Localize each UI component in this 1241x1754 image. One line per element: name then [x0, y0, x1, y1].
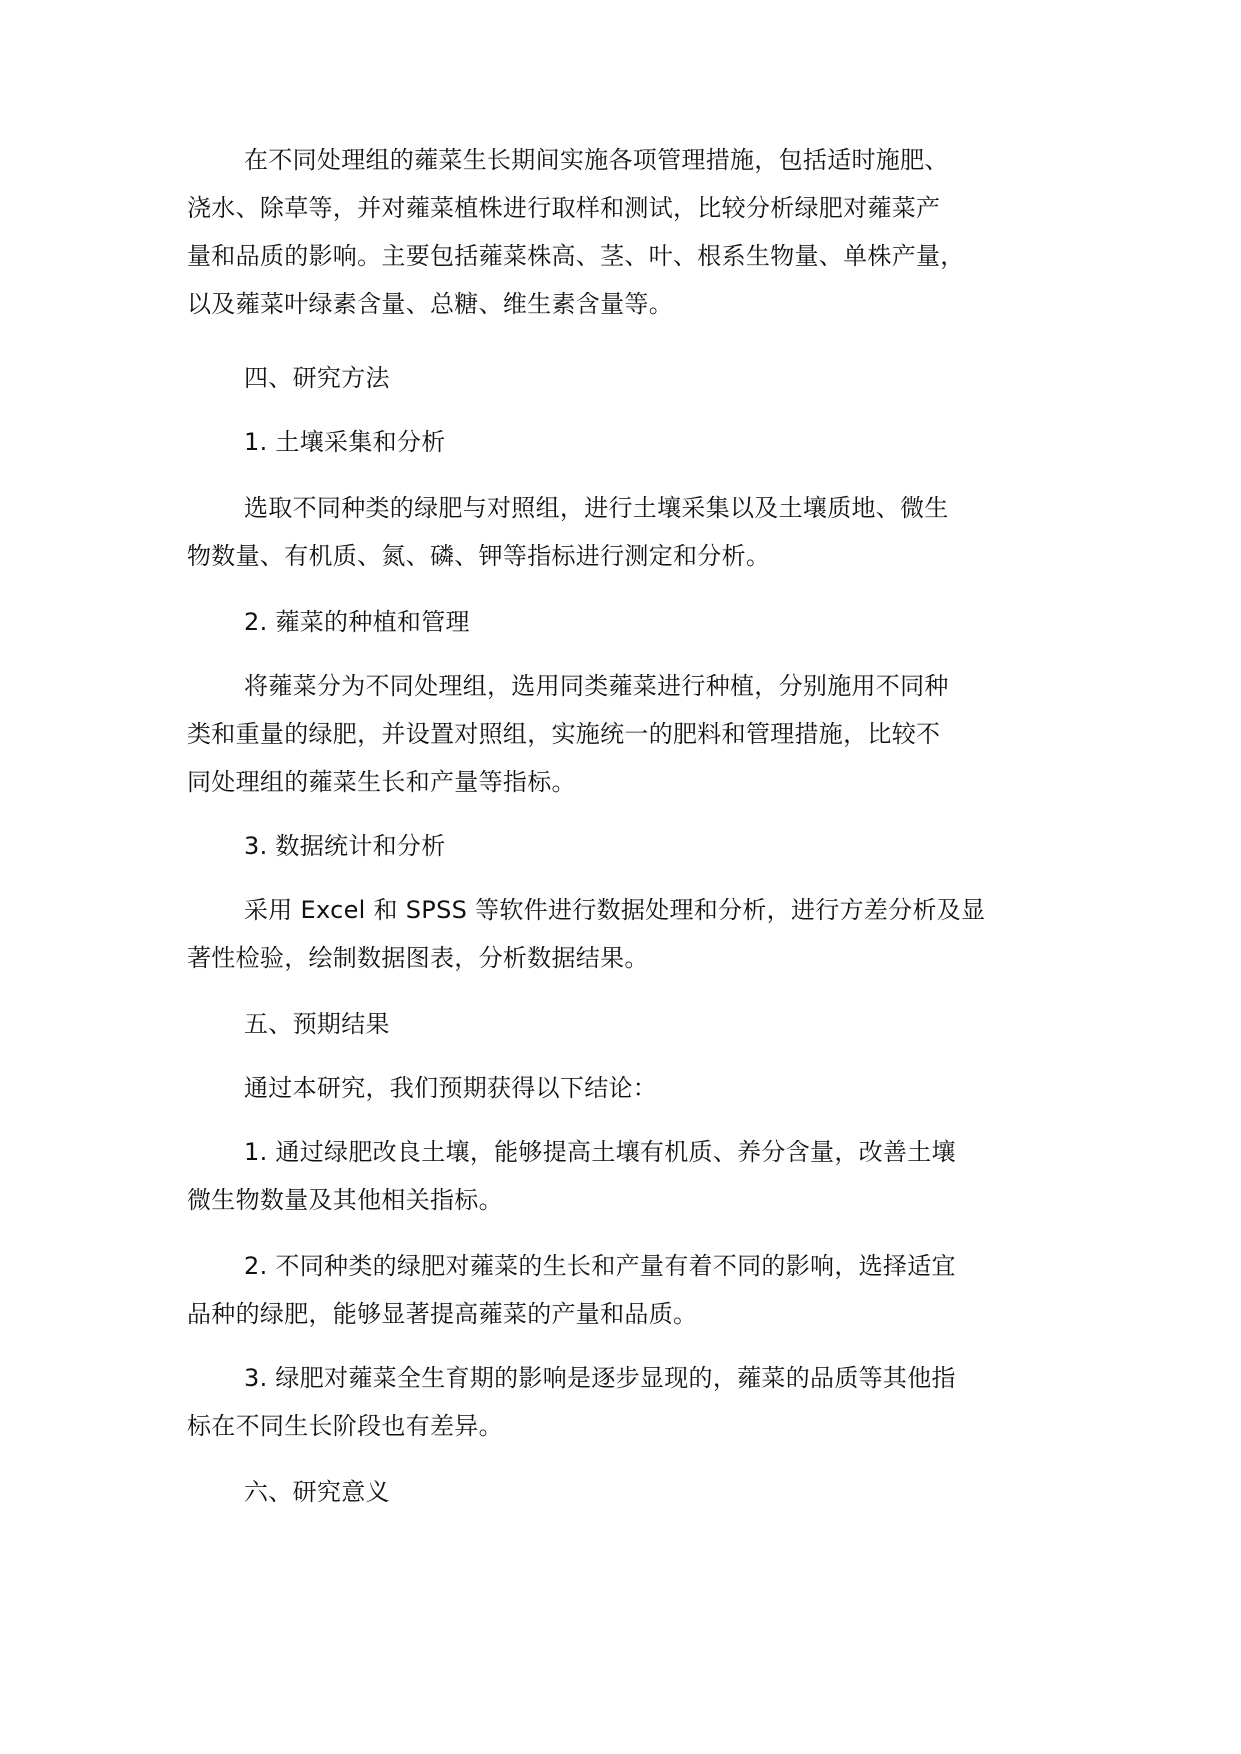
paragraph-line: 1. 通过绿肥改良土壤，能够提高土壤有机质、养分含量，改善土壤	[244, 1138, 956, 1166]
section-heading: 四、研究方法	[244, 364, 390, 392]
paragraph-line: 通过本研究，我们预期获得以下结论：	[244, 1074, 658, 1102]
paragraph-line: 微生物数量及其他相关指标。	[187, 1186, 503, 1214]
paragraph-line: 选取不同种类的绿肥与对照组，进行土壤采集以及土壤质地、微生	[244, 494, 949, 522]
paragraph-line: 以及蕹菜叶绿素含量、总糖、维生素含量等。	[187, 290, 673, 318]
paragraph-line: 浇水、除草等，并对蕹菜植株进行取样和测试，比较分析绿肥对蕹菜产	[187, 194, 941, 222]
subsection-heading: 2. 蕹菜的种植和管理	[244, 608, 470, 636]
paragraph-line: 2. 不同种类的绿肥对蕹菜的生长和产量有着不同的影响，选择适宜	[244, 1252, 956, 1280]
paragraph-line: 品种的绿肥，能够显著提高蕹菜的产量和品质。	[187, 1300, 698, 1328]
paragraph-line: 采用 Excel 和 SPSS 等软件进行数据处理和分析，进行方差分析及显	[244, 896, 986, 924]
section-heading: 五、预期结果	[244, 1010, 390, 1038]
paragraph-line: 在不同处理组的蕹菜生长期间实施各项管理措施，包括适时施肥、	[244, 146, 949, 174]
subsection-heading: 3. 数据统计和分析	[244, 832, 446, 860]
section-heading: 六、研究意义	[244, 1478, 390, 1506]
paragraph-line: 类和重量的绿肥，并设置对照组，实施统一的肥料和管理措施，比较不	[187, 720, 941, 748]
paragraph-line: 著性检验，绘制数据图表，分析数据结果。	[187, 944, 649, 972]
paragraph-line: 量和品质的影响。主要包括蕹菜株高、茎、叶、根系生物量、单株产量，	[187, 242, 965, 270]
paragraph-line: 物数量、有机质、氮、磷、钾等指标进行测定和分析。	[187, 542, 771, 570]
paragraph-line: 同处理组的蕹菜生长和产量等指标。	[187, 768, 576, 796]
subsection-heading: 1. 土壤采集和分析	[244, 428, 446, 456]
paragraph-line: 将蕹菜分为不同处理组，选用同类蕹菜进行种植，分别施用不同种	[244, 672, 949, 700]
paragraph-line: 标在不同生长阶段也有差异。	[187, 1412, 503, 1440]
paragraph-line: 3. 绿肥对蕹菜全生育期的影响是逐步显现的，蕹菜的品质等其他指	[244, 1364, 956, 1392]
